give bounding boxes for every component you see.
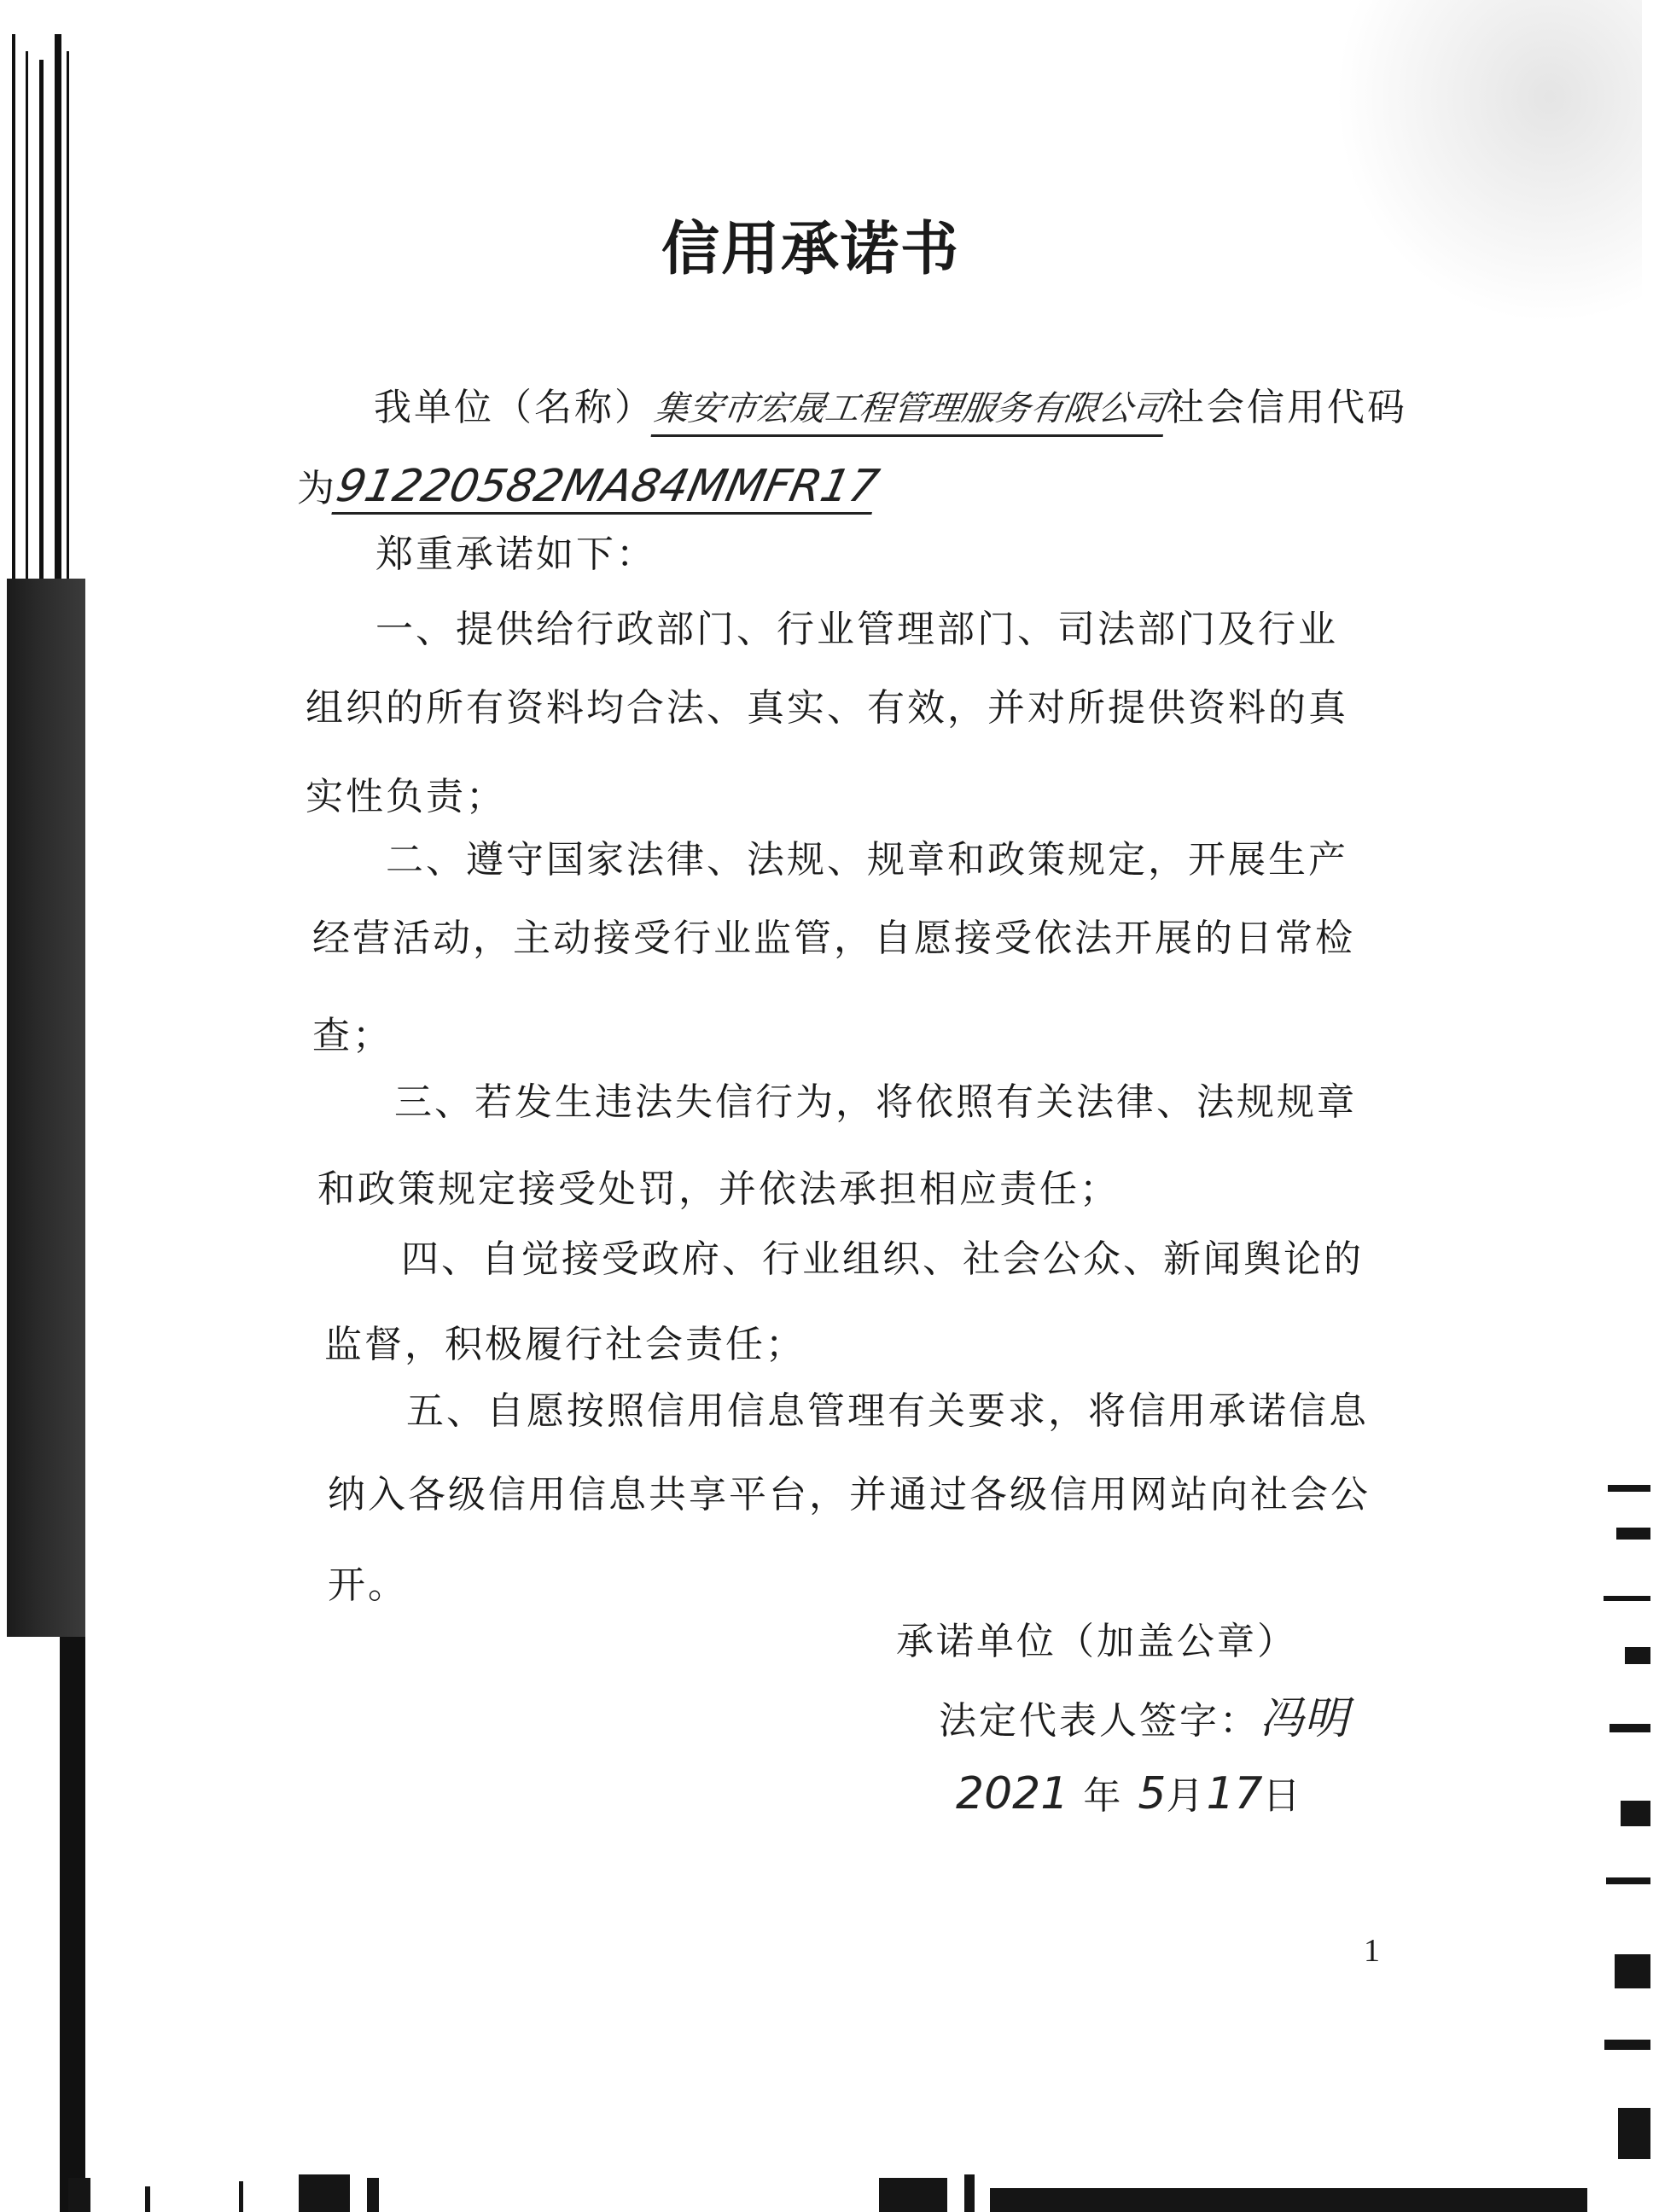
seal-unit-label: 承诺单位（加盖公章） xyxy=(896,1620,1297,1663)
paragraph-1-line-3: 实性负责； xyxy=(306,775,506,818)
intro-line xyxy=(374,382,1432,437)
paragraph-3-line-1: 三、若发生违法失信行为，将依照有关法律、法规规章 xyxy=(394,1080,1357,1124)
paragraph-4-line-1: 四、自觉接受政府、行业组织、社会公众、新闻舆论的 xyxy=(401,1237,1364,1281)
year-unit: 年 xyxy=(1083,1774,1124,1818)
lead-text: 郑重承诺如下： xyxy=(375,533,656,576)
intro-prefix: 我单位（名称） xyxy=(374,386,655,429)
code-prefix: 为 xyxy=(297,467,337,510)
handwritten-day: 17 xyxy=(1206,1768,1263,1819)
month-unit: 月 xyxy=(1166,1774,1207,1818)
date-line xyxy=(956,1768,1303,1822)
page-number: 1 xyxy=(1364,1933,1380,1969)
day-unit: 日 xyxy=(1262,1774,1303,1818)
document-title: 信用承诺书 xyxy=(661,216,960,283)
paragraph-2-line-3: 查； xyxy=(312,1014,393,1057)
legal-rep-label: 法定代表人签字： xyxy=(939,1699,1260,1743)
intro-suffix: 社会信用代码 xyxy=(1167,386,1407,429)
handwritten-signature: 冯明 xyxy=(1260,1693,1349,1744)
handwritten-company-name: 集安市宏晟工程管理服务有限公司 xyxy=(651,383,1171,437)
paragraph-3-line-2: 和政策规定接受处罚，并依法承担相应责任； xyxy=(317,1167,1120,1211)
paragraph-4-line-2: 监督，积极履行社会责任； xyxy=(324,1323,806,1366)
paragraph-1-line-2: 组织的所有资料均合法、真实、有效，并对所提供资料的真 xyxy=(306,686,1348,730)
handwritten-year: 2021 xyxy=(956,1768,1069,1819)
paragraph-5-line-3: 开。 xyxy=(328,1563,408,1607)
handwritten-month: 5 xyxy=(1138,1768,1167,1819)
paragraph-5-line-1: 五、自愿按照信用信息管理有关要求，将信用承诺信息 xyxy=(406,1389,1369,1433)
paragraph-2-line-1: 二、遵守国家法律、法规、规章和政策规定，开展生产 xyxy=(386,838,1348,882)
paragraph-5-line-2: 纳入各级信用信息共享平台，并通过各级信用网站向社会公 xyxy=(328,1473,1371,1516)
legal-rep-line xyxy=(939,1693,1348,1747)
paragraph-2-line-2: 经营活动，主动接受行业监管，自愿接受依法开展的日常检 xyxy=(312,917,1355,960)
credit-code-line xyxy=(297,461,1355,515)
paragraph-1-line-1: 一、提供给行政部门、行业管理部门、司法部门及行业 xyxy=(375,608,1338,651)
handwritten-credit-code: 91220582MA84MMFR17 xyxy=(331,461,883,515)
